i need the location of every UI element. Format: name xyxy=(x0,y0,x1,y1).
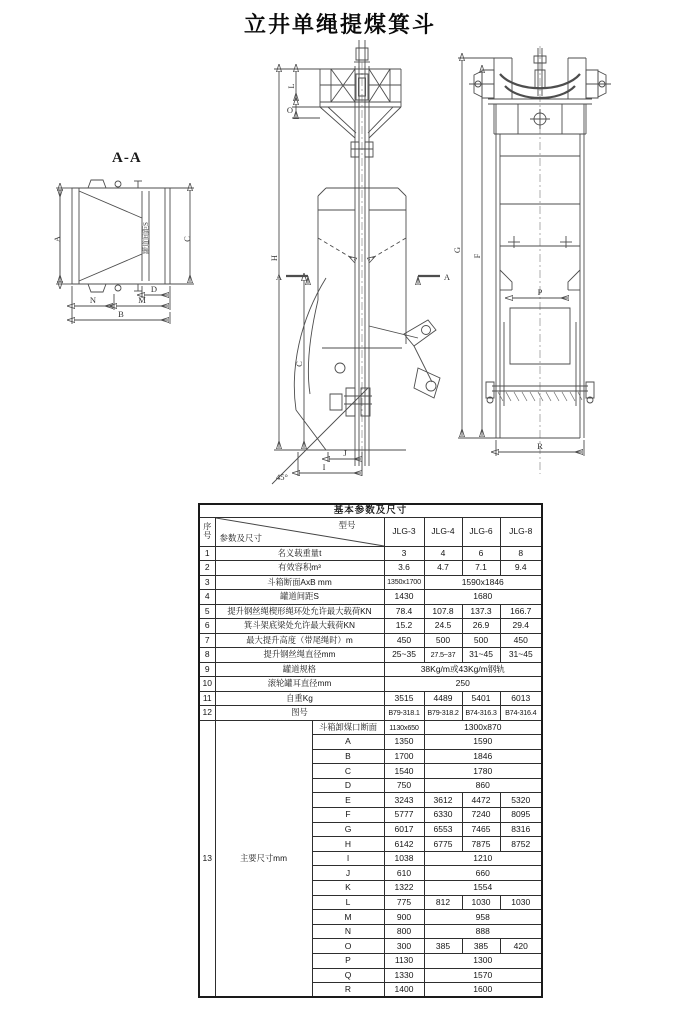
main-dims-row: N 800 888 xyxy=(199,924,542,939)
dim-label-c: C xyxy=(182,236,192,242)
dim-label-l: L xyxy=(286,83,296,89)
dim-label-r: R xyxy=(537,441,543,451)
table-row: 12 图号 B79-318.1 B79-318.2 B74-316.3 B74-316.4 xyxy=(199,706,542,721)
main-dims-row: Q 1330 1570 xyxy=(199,968,542,983)
section-cut-label-left: A xyxy=(275,272,283,282)
model-jlg6: JLG-6 xyxy=(462,517,500,546)
table-row: 2 有效容积m³ 3.6 4.7 7.1 9.4 xyxy=(199,561,542,576)
dim-label-j: J xyxy=(343,448,347,458)
main-dims-row: G 6017 6553 7465 8316 xyxy=(199,822,542,837)
section-dimensions xyxy=(56,188,194,324)
skip-body xyxy=(294,188,440,450)
dim-label-b: B xyxy=(118,309,124,319)
main-dims-row: D 750 860 xyxy=(199,778,542,793)
section-box xyxy=(72,180,170,292)
table-row: 1 名义载重量t 3 4 6 8 xyxy=(199,546,542,561)
param-header-label: 参数及尺寸 xyxy=(219,532,263,543)
page-title: 立井单绳提煤箕斗 xyxy=(243,12,436,37)
table-row: 4 罐道间距S 1430 1680 xyxy=(199,590,542,605)
table-row: 11 自重Kg 3515 4489 5401 6013 xyxy=(199,691,542,706)
table-row: 7 最大提升高度（带尾绳时）m 450 500 500 450 xyxy=(199,633,542,648)
angle-label: 45° xyxy=(276,472,288,482)
main-dims-row: 13 主要尺寸mm 斗箱卸煤口断面 1130x650 1300x870 xyxy=(199,720,542,735)
model-jlg3: JLG-3 xyxy=(384,517,424,546)
table-row: 10 滚轮罐耳直径mm 250 xyxy=(199,677,542,692)
main-dims-row: I 1038 1210 xyxy=(199,851,542,866)
main-dims-row: R 1400 1600 xyxy=(199,983,542,998)
main-dims-row: B 1700 1846 xyxy=(199,749,542,764)
dim-label-f: F xyxy=(472,253,482,259)
table-header-row xyxy=(199,517,542,546)
main-dims-row: K 1322 1554 xyxy=(199,881,542,896)
dim-label-a: A xyxy=(52,235,62,243)
seq-header: 序号 xyxy=(199,517,215,546)
dim-label-n: N xyxy=(89,295,97,305)
main-dims-row: H 6142 6775 7875 8752 xyxy=(199,837,542,852)
main-dims-row: P 1130 1300 xyxy=(199,954,542,969)
main-dims-row: E 3243 3612 4472 5320 xyxy=(199,793,542,808)
dim-label-m: M xyxy=(138,295,146,305)
section-view-drawing xyxy=(50,146,230,336)
front-dimensions xyxy=(272,69,440,484)
param-model-header xyxy=(215,517,384,546)
model-header-label: 型号 xyxy=(338,519,356,530)
rail-gauge-note: 罐道间距S xyxy=(142,222,150,254)
main-dims-row: O 300 385 385 420 xyxy=(199,939,542,954)
main-dims-label: 主要尺寸mm xyxy=(215,720,312,997)
main-dims-row: F 5777 6330 7240 8095 xyxy=(199,808,542,823)
dim-label-i: I xyxy=(322,462,326,472)
dim-label-g: G xyxy=(452,246,462,254)
model-jlg8: JLG-8 xyxy=(500,517,542,546)
table-row: 5 提升钢丝绳楔形绳环处允许最大载荷KN 78.4 107.8 137.3 166.7 xyxy=(199,604,542,619)
main-dims-no: 13 xyxy=(199,720,215,997)
main-dims-row: A 1350 1590 xyxy=(199,735,542,750)
dim-label-c2: C xyxy=(294,361,304,367)
table-row: 3 斗箱断面AxB mm 1350x1700 1590x1846 xyxy=(199,575,542,590)
section-cut-label-right: A xyxy=(443,272,451,282)
model-jlg4: JLG-4 xyxy=(424,517,462,546)
main-dims-row: L 775 812 1030 1030 xyxy=(199,895,542,910)
spec-table xyxy=(198,503,543,998)
dim-label-p: P xyxy=(537,287,543,297)
side-view-drawing xyxy=(452,46,647,486)
table-row: 9 罐道规格 38Kg/m或43Kg/m钢轨 xyxy=(199,662,542,677)
dim-label-h: H xyxy=(269,254,279,262)
main-dims-row: C 1540 1780 xyxy=(199,764,542,779)
table-title: 基本参数及尺寸 xyxy=(199,504,542,517)
dim-label-d: D xyxy=(150,284,158,294)
section-title: A-A xyxy=(112,150,142,166)
table-row: 8 提升钢丝绳直径mm 25~35 27.5~37 31~45 31~45 xyxy=(199,648,542,663)
table-row: 6 箕斗架底梁处允许最大载荷KN 15.2 24.5 26.9 29.4 xyxy=(199,619,542,634)
front-view-drawing xyxy=(266,38,466,500)
main-dims-row: J 610 660 xyxy=(199,866,542,881)
dim-label-o: O xyxy=(286,105,294,115)
main-dims-row: M 900 958 xyxy=(199,910,542,925)
top-frame xyxy=(320,69,401,138)
table-title-row xyxy=(199,504,542,517)
